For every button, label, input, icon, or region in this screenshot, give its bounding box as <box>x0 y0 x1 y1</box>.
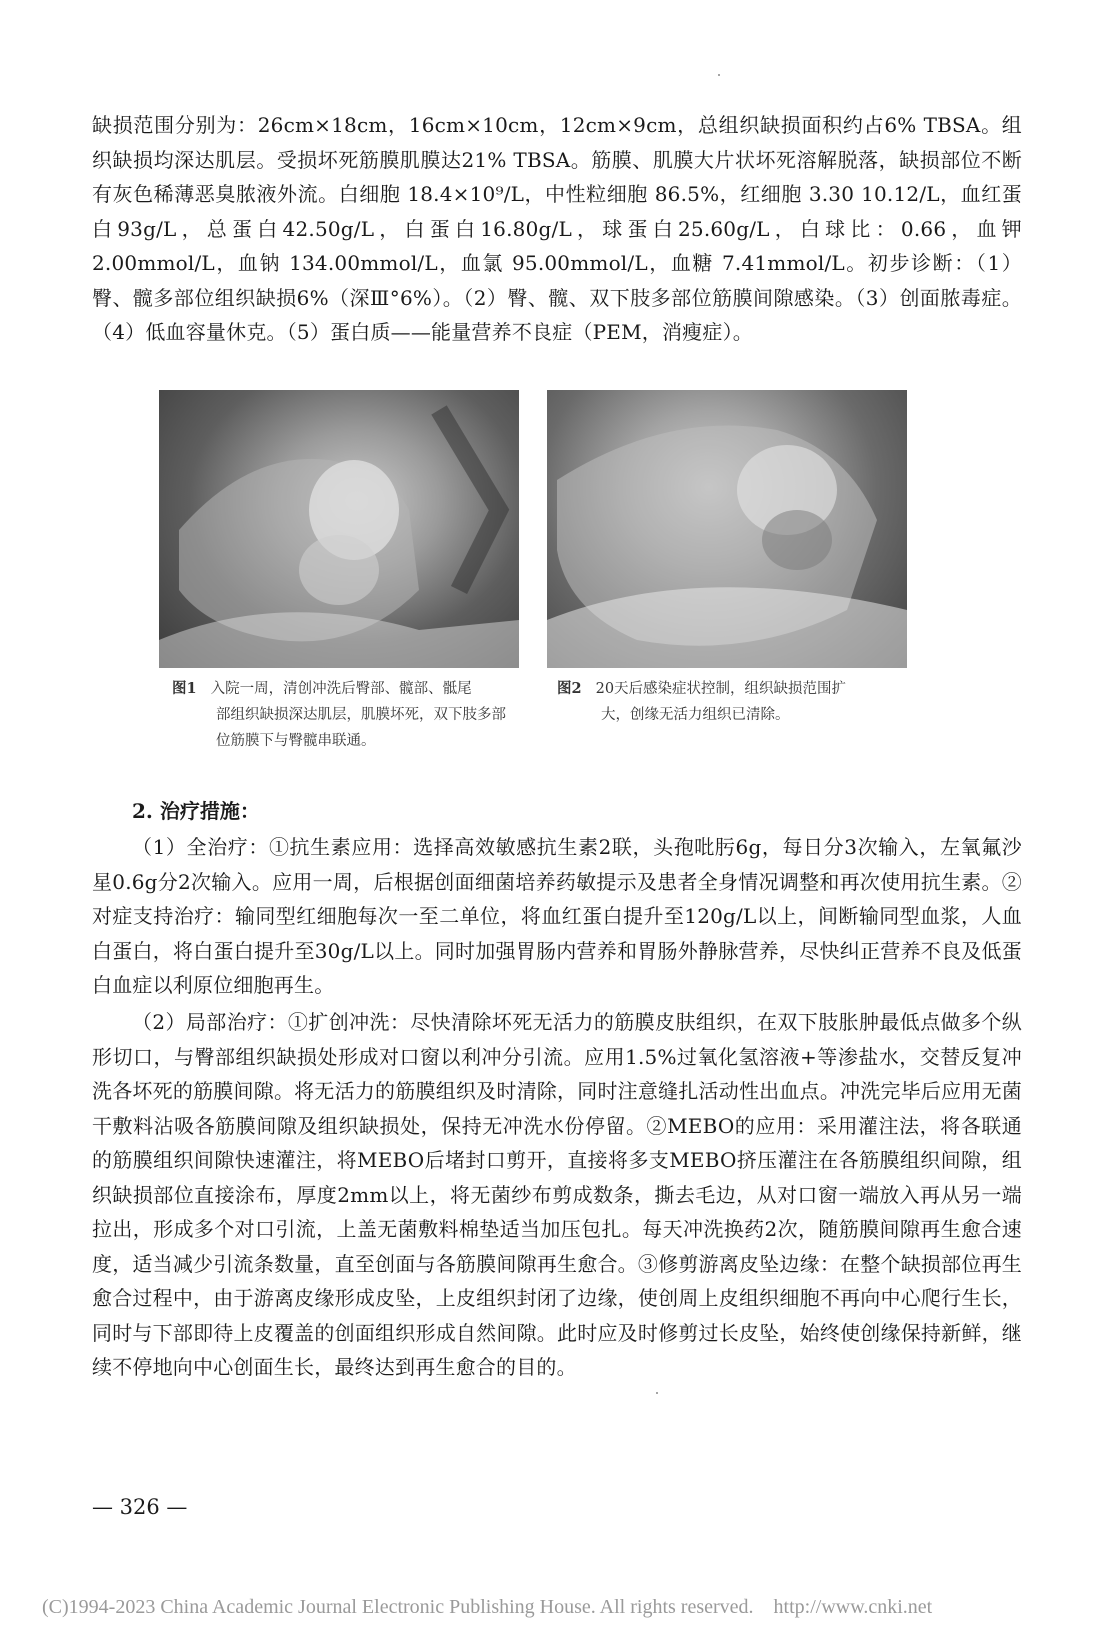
figure-1-caption-rest: 部组织缺损深达肌层，肌膜坏死，双下肢多部位筋膜下与臀髋串联通。 <box>216 707 506 749</box>
figure-1-photo <box>159 390 519 668</box>
figure-2-caption-line1: 20天后感染症状控制，组织缺损范围扩 <box>595 681 847 697</box>
figure-2-label: 图2 <box>557 680 582 697</box>
scan-speck <box>656 1392 658 1394</box>
scan-speck <box>718 74 720 76</box>
figure-2-caption <box>557 676 897 728</box>
paragraph-case-findings: 缺损范围分别为：26cm×18cm，16cm×10cm，12cm×9cm，总组织缺损面积约占6% TBSA。组织缺损均深达肌层。受损坏死筋膜肌膜达21% TBSA。筋膜、肌膜大片状坏死溶解脱落，缺损部位不断有灰色稀薄恶臭脓液外流。白细胞 18.4×10⁹/L，中性粒细胞 86.5%，红细胞 3.30 10.12/L，血红蛋白93g/L，总蛋白42.50g/L，白蛋白16.80g/L，球蛋白25.60g/L，白球比：0.66，血钾 2.00mmol/L，血钠 134.00mmol/L，血氯 95.00mmol/L，血糖 7.41mmol/L。初步诊断：（1）臀、髋多部位组织缺损6%（深Ⅲ°6%）。（2）臀、髋、双下肢多部位筋膜间隙感染。（3）创面脓毒症。（4）低血容量休克。（5）蛋白质——能量营养不良症（PEM，消瘦症）。 <box>92 113 1022 344</box>
figure-1-caption <box>172 676 517 754</box>
figure-2-photo <box>547 390 907 668</box>
section-heading-treatment: 2. 治疗措施： <box>132 799 260 823</box>
figure-2-caption-rest: 大，创缘无活力组织已清除。 <box>601 707 790 723</box>
page-number: — 326 — <box>92 1495 188 1519</box>
figure-1-caption-line1: 入院一周，清创冲洗后臀部、髋部、骶尾 <box>210 681 472 697</box>
figure-1-label: 图1 <box>172 680 197 697</box>
copyright-footer: (C)1994-2023 China Academic Journal Electronic Publishing House. All rights reserved. http://www.cnki.net <box>42 1596 933 1618</box>
paragraph-local-treatment: （2）局部治疗：①扩创冲洗：尽快清除坏死无活力的筋膜皮肤组织，在双下肢胀肿最低点做多个纵形切口，与臀部组织缺损处形成对口窗以利冲分引流。应用1.5%过氧化氢溶液+等渗盐水，交替反复冲洗各坏死的筋膜间隙。将无活力的筋膜组织及时清除，同时注意缝扎活动性出血点。冲洗完毕后应用无菌干敷料沾吸各筋膜间隙及组织缺损处，保持无冲洗水份停留。②MEBO的应用：采用灌注法，将各联通的筋膜组织间隙快速灌注，将MEBO后堵封口剪开，直接将多支MEBO挤压灌注在各筋膜组织间隙，组织缺损部位直接涂布，厚度2mm以上，将无菌纱布剪成数条，撕去毛边，从对口窗一端放入再从另一端拉出，形成多个对口引流，上盖无菌敷料棉垫适当加压包扎。每天冲洗换药2次，随筋膜间隙再生愈合速度，适当减少引流条数量，直至创面与各筋膜间隙再生愈合。③修剪游离皮坠边缘：在整个缺损部位再生愈合过程中，由于游离皮缘形成皮坠，上皮组织封闭了边缘，使创周上皮组织细胞不再向中心爬行生长，同时与下部即待上皮覆盖的创面组织形成自然间隙。此时应及时修剪过长皮坠，始终使创缘保持新鲜，继续不停地向中心创面生长，最终达到再生愈合的目的。 <box>92 1010 1022 1379</box>
paragraph-systemic-treatment: （1）全治疗：①抗生素应用：选择高效敏感抗生素2联，头孢吡肟6g，每日分3次输入，左氧氟沙星0.6g分2次输入。应用一周，后根据创面细菌培养药敏提示及患者全身情况调整和再次使用抗生素。② 对症支持治疗：输同型红细胞每次一至二单位，将血红蛋白提升至120g/L以上，间断输同型血浆，人血白蛋白，将白蛋白提升至30g/L以上。同时加强胃肠内营养和胃肠外静脉营养，尽快纠正营养不良及低蛋白血症以利原位细胞再生。 <box>92 835 1022 997</box>
